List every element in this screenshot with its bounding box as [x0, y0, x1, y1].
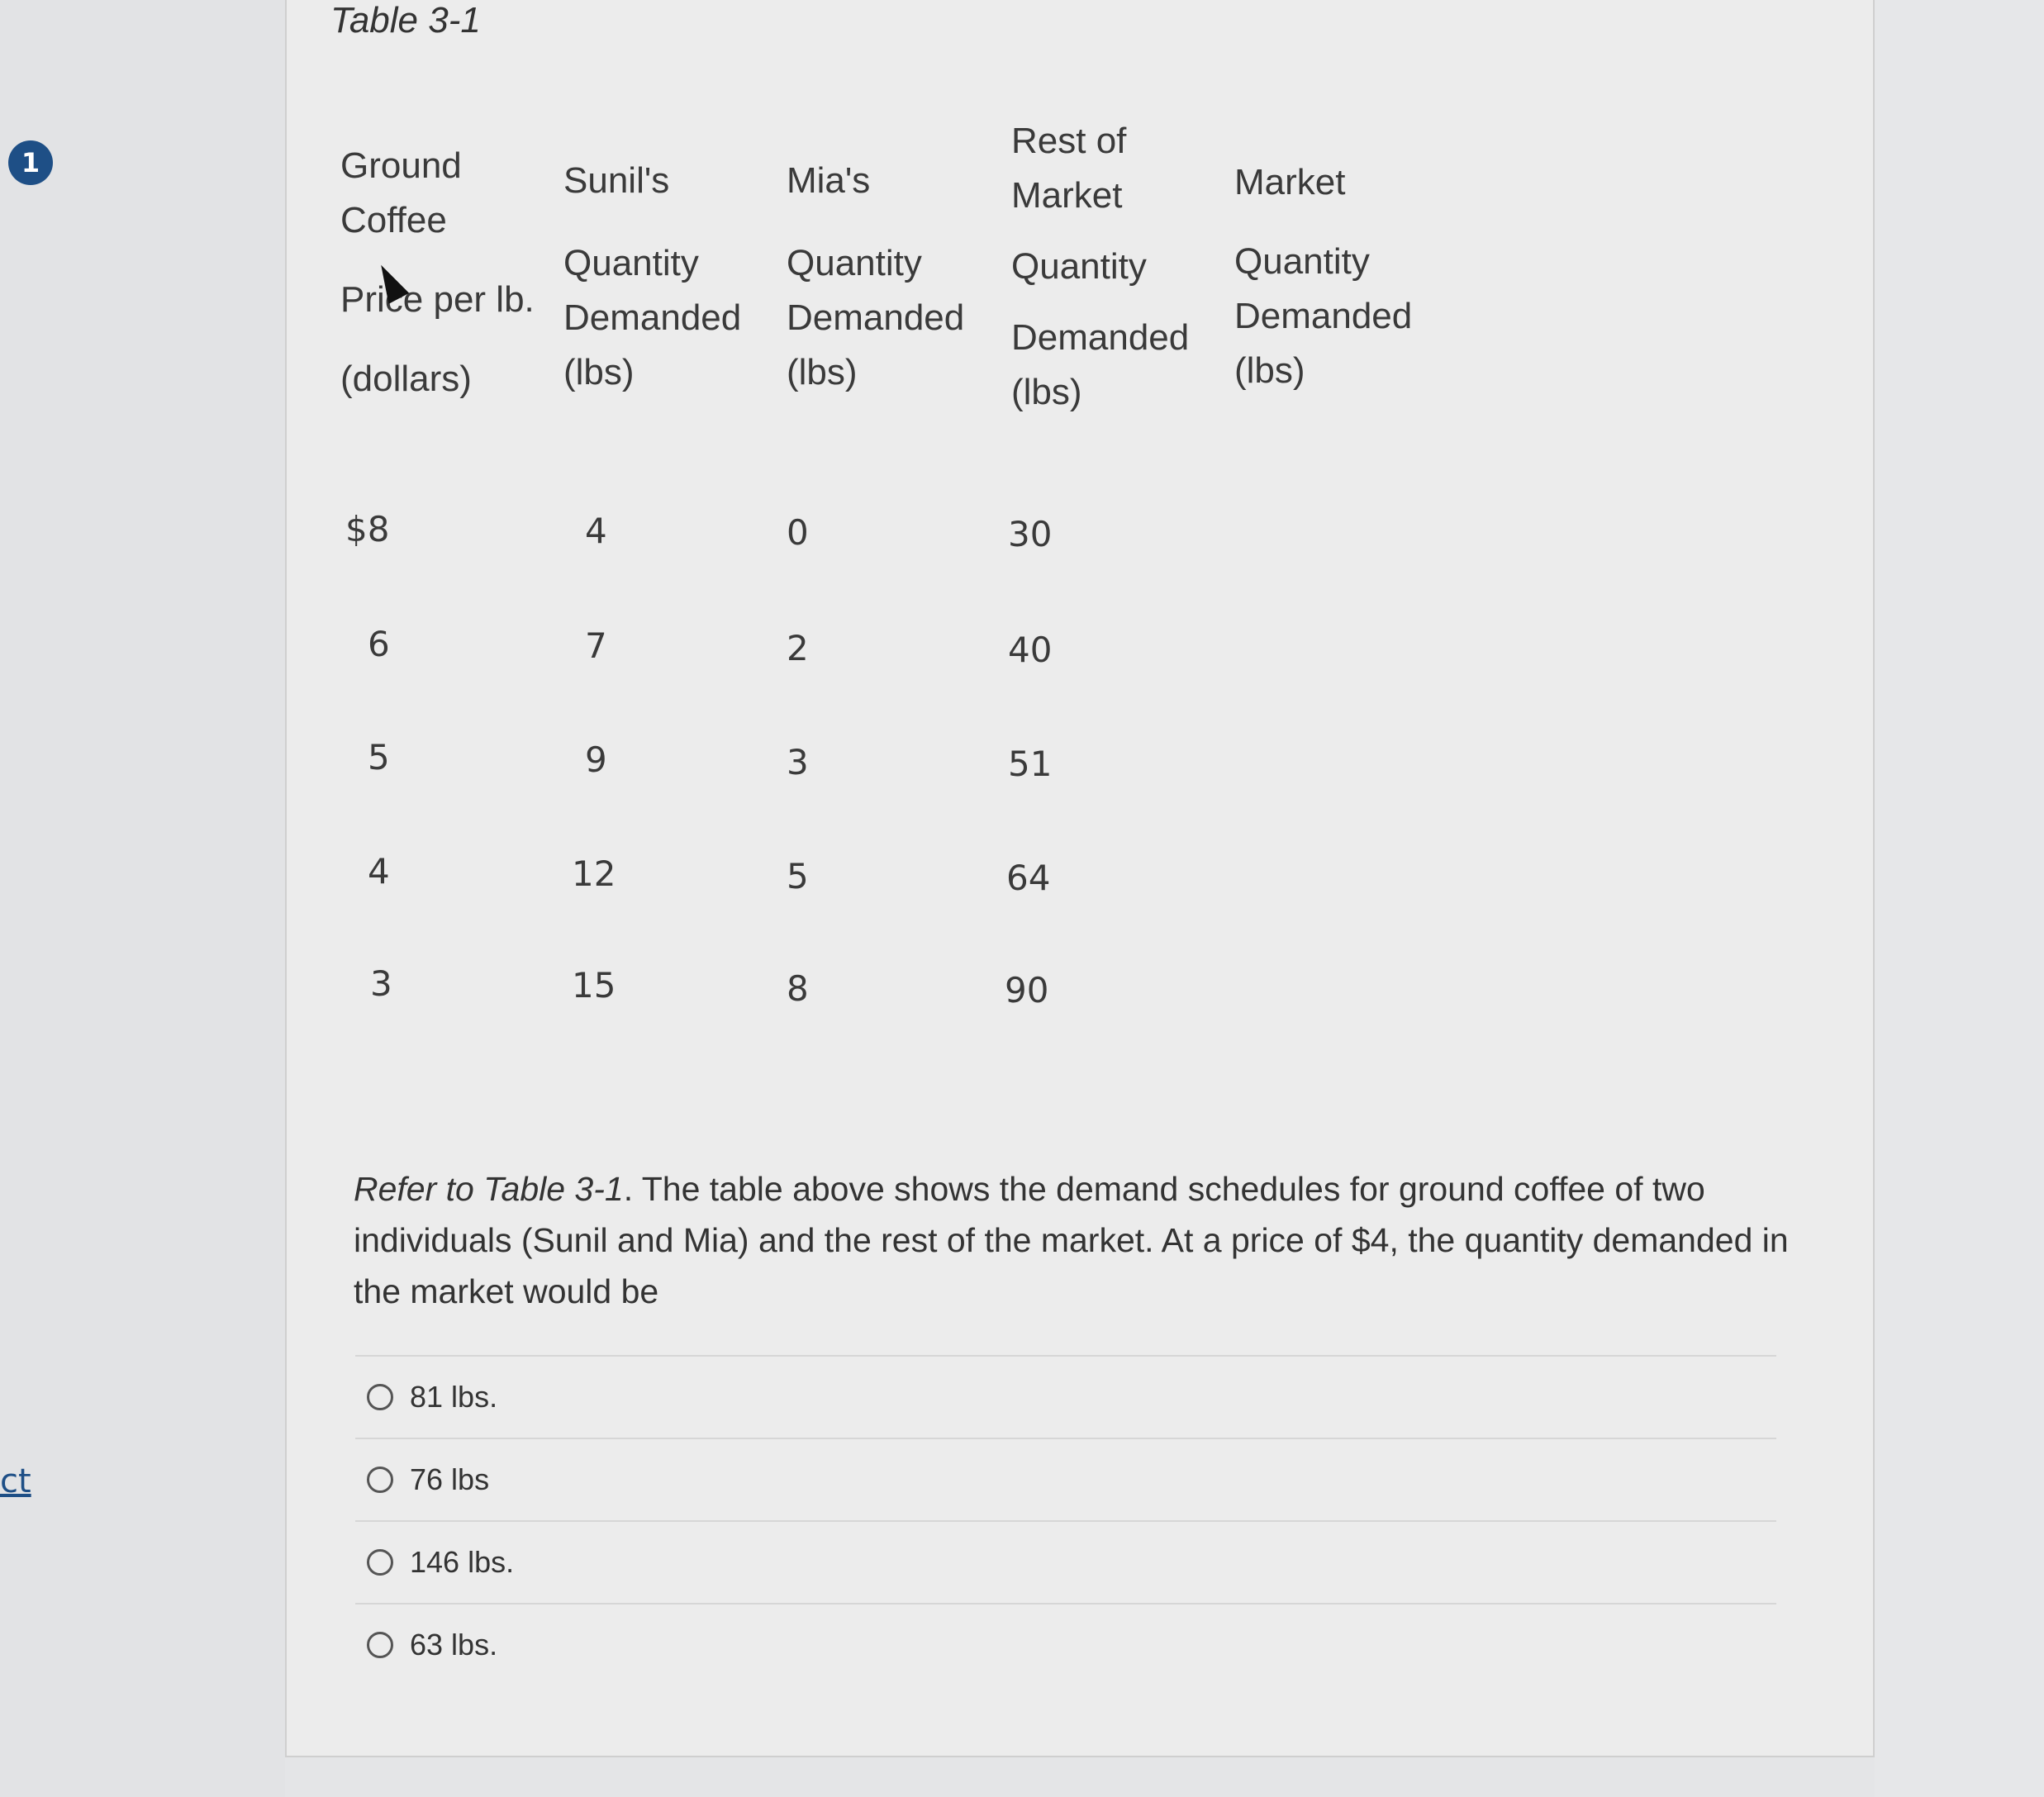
left-gutter: [0, 0, 285, 1797]
rest-cell: 51: [1008, 744, 1053, 784]
column-header-rest-of-market: Rest of Market Quantity Demanded (lbs): [1011, 121, 1190, 412]
answer-choice-label: 81 lbs.: [410, 1380, 498, 1414]
answer-choice-a[interactable]: [355, 1357, 1776, 1438]
radio-button-icon[interactable]: [367, 1467, 393, 1493]
table-reference: Refer to Table 3-1: [354, 1170, 624, 1208]
question-number-badge: 1: [8, 140, 53, 185]
price-cell: $8: [345, 509, 390, 549]
answer-choice-label: 146 lbs.: [410, 1545, 515, 1579]
price-cell: 3: [370, 963, 392, 1004]
price-cell: 4: [368, 851, 390, 891]
sunil-cell: 7: [585, 625, 607, 666]
radio-button-icon[interactable]: [367, 1632, 393, 1658]
column-header-mia: Mia's Quantity Demanded (lbs): [787, 160, 965, 392]
sunil-cell: 12: [572, 853, 616, 894]
sunil-cell: 9: [585, 739, 607, 780]
price-cell: 6: [368, 624, 390, 664]
answer-choice-label: 76 lbs: [410, 1462, 490, 1496]
answer-choice-c[interactable]: [355, 1522, 1776, 1603]
radio-button-icon[interactable]: [367, 1384, 393, 1410]
right-margin: [1875, 0, 2044, 1797]
rest-cell: 40: [1008, 630, 1053, 670]
column-header-price: Ground Coffee Price per lb. (dollars): [340, 145, 535, 399]
radio-button-icon[interactable]: [367, 1549, 393, 1576]
mia-cell: 8: [787, 968, 809, 1009]
mia-cell: 0: [787, 512, 809, 553]
mia-cell: 2: [787, 628, 809, 668]
question-prompt: [354, 1163, 1791, 1317]
answer-choice-b[interactable]: [355, 1439, 1776, 1520]
prompt-body: . The table above shows the demand schedules for ground coffee of two individuals (Sunil and Mia) and the rest of the market. At a price of $4, the quantity demanded in the market would be: [354, 1170, 1789, 1310]
rest-cell: 90: [1005, 970, 1049, 1010]
sidebar-link-fragment[interactable]: ct: [0, 1462, 31, 1500]
sunil-cell: 4: [585, 511, 607, 551]
answer-choice-d[interactable]: [355, 1604, 1776, 1685]
price-cell: 5: [368, 737, 390, 777]
column-header-sunil: Sunil's Quantity Demanded (lbs): [563, 160, 742, 392]
table-title: Table 3-1: [330, 0, 481, 40]
mia-cell: 5: [787, 856, 809, 896]
mia-cell: 3: [787, 742, 809, 782]
rest-cell: 64: [1006, 858, 1051, 898]
rest-cell: 30: [1008, 514, 1053, 554]
column-header-market: Market Quantity Demanded (lbs): [1234, 162, 1413, 391]
sunil-cell: 15: [572, 965, 616, 1005]
answer-choices: [355, 1355, 1776, 1685]
answer-choice-label: 63 lbs.: [410, 1628, 498, 1662]
